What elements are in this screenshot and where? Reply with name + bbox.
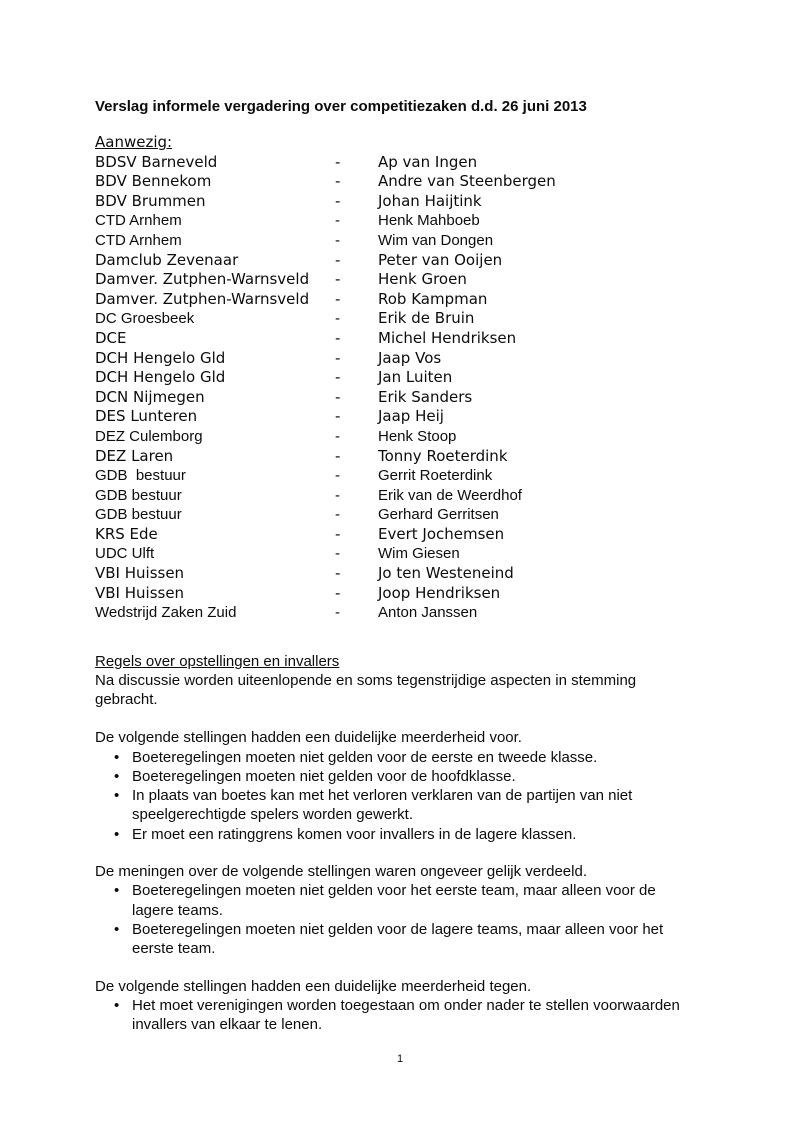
attendee-club: DCN Nijmegen [95,387,205,406]
attendee-row [95,505,687,525]
attendee-name: Anton Janssen [378,604,478,622]
attendee-club: GDB bestuur [95,486,182,504]
attendees-heading: Aanwezig: [95,133,173,151]
vote-group-tegen [95,977,687,1035]
vote-group-lead: De volgende stellingen hadden een duidelijke meerderheid voor. [95,729,522,747]
section-heading: Regels over opstellingen en invallers [95,652,340,670]
attendee-row [95,309,687,329]
attendee-club: DEZ Laren [95,446,174,465]
attendee-separator: - [335,524,341,543]
attendee-separator: - [335,250,341,269]
bullet-item [95,786,687,825]
bullet-list [95,748,687,844]
bullet-marker-icon: • [114,787,120,805]
attendee-name: Johan Haijtink [378,191,482,210]
attendee-row [95,447,687,467]
bullet-text: Het moet verenigingen worden toegestaan om onder nader te stellen voorwaarden invallers van elkaar te lenen. [132,996,680,1034]
attendee-separator: - [335,486,340,504]
attendee-row [95,290,687,310]
attendee-row [95,486,687,506]
document-title: Verslag informele vergadering over competitiezaken d.d. 26 juni 2013 [95,98,587,115]
attendee-row [95,407,687,427]
attendee-club: UDC Ulft [95,545,155,563]
attendee-club: DES Lunteren [95,407,198,426]
vote-group-voor [95,728,687,844]
bullet-text: Boeteregelingen moeten niet gelden voor het eerste team, maar alleen voor de lagere teams. [132,882,656,919]
attendee-club: KRS Ede [95,524,158,543]
attendee-row [95,368,687,388]
vote-group-lead: De volgende stellingen hadden een duidelijke meerderheid tegen. [95,977,532,995]
attendee-club: DEZ Culemborg [95,427,203,445]
attendee-club: CTD Arnhem [95,212,182,230]
bullet-marker-icon: • [114,920,120,938]
bullet-item [95,767,687,786]
attendee-row [95,466,687,486]
attendee-separator: - [335,310,340,328]
bullet-marker-icon: • [114,767,120,785]
vote-group-lead: De meningen over de volgende stellingen waren ongeveer gelijk verdeeld. [95,863,587,881]
attendee-row [95,192,687,212]
attendee-club: BDV Brummen [95,191,206,210]
attendee-row [95,544,687,564]
attendee-club: VBI Huissen [95,564,185,583]
attendee-club: DCH Hengelo Gld [95,368,226,387]
attendee-name: Joop Hendriksen [378,583,501,602]
attendee-row [95,427,687,447]
bullet-text: Boeteregelingen moeten niet gelden voor de hoofdklasse. [132,767,516,785]
bullet-item [95,825,687,844]
attendee-club: CTD Arnhem [95,231,182,249]
bullet-marker-icon: • [114,882,120,900]
attendee-row [95,329,687,349]
attendee-name: Jo ten Westeneind [378,564,514,583]
bullet-marker-icon: • [114,748,120,766]
attendee-name: Rob Kampman [378,289,488,308]
bullet-text: In plaats van boetes kan met het verloren verklaren van de partijen van niet speelgerechtigde spelers worden gewerkt. [132,787,633,824]
attendee-separator: - [335,506,340,524]
attendee-separator: - [335,289,341,308]
attendee-row [95,564,687,584]
attendee-name: Henk Groen [378,270,467,289]
attendee-row [95,211,687,231]
page-number: 1 [396,1053,404,1065]
attendee-name: Tonny Roeterdink [378,446,508,465]
attendee-name: Jaap Vos [378,348,442,367]
document-content [95,97,687,1052]
attendee-separator: - [335,212,340,230]
bullet-item [95,881,687,920]
attendee-name: Wim Giesen [378,545,460,563]
attendee-separator: - [335,545,340,563]
attendee-separator: - [335,172,341,191]
bullet-list [95,996,687,1035]
attendee-name: Jan Luiten [378,368,453,387]
bullet-marker-icon: • [114,825,120,843]
vote-group-verdeeld [95,862,687,958]
attendee-separator: - [335,467,340,485]
attendee-club: BDV Bennekom [95,172,212,191]
attendee-name: Erik Sanders [378,387,473,406]
bullet-text: Er moet een ratinggrens komen voor invallers in de lagere klassen. [132,825,577,843]
attendee-separator: - [335,368,341,387]
attendee-club: Damver. Zutphen-Warnsveld [95,270,310,289]
attendee-club: GDB bestuur [95,467,186,485]
bullet-item [95,920,687,959]
attendee-name: Wim van Dongen [378,231,494,249]
attendee-separator: - [335,328,341,347]
attendee-club: VBI Huissen [95,583,185,602]
attendee-name: Evert Jochemsen [378,524,505,543]
attendee-row [95,251,687,271]
attendee-row [95,153,687,173]
attendee-club: GDB bestuur [95,506,182,524]
attendee-row [95,603,687,623]
attendee-separator: - [335,387,341,406]
attendee-separator: - [335,427,340,445]
attendee-separator: - [335,348,341,367]
bullet-text: Boeteregelingen moeten niet gelden voor de lagere teams, maar alleen voor het eerste team. [132,920,664,958]
attendee-row [95,172,687,192]
bullet-item [95,996,687,1035]
attendee-name: Henk Mahboeb [378,212,480,230]
bullet-list [95,881,687,958]
attendee-separator: - [335,604,340,622]
attendee-separator: - [335,407,341,426]
attendee-club: DC Groesbeek [95,310,195,328]
attendee-row [95,584,687,604]
attendee-name: Jaap Heij [378,407,444,426]
attendee-separator: - [335,231,340,249]
attendee-separator: - [335,564,341,583]
attendee-name: Henk Stoop [378,427,457,445]
attendee-name: Michel Hendriksen [378,328,517,347]
attendee-separator: - [335,191,341,210]
attendee-list [95,133,687,623]
rules-section [95,652,687,1035]
attendee-row [95,270,687,290]
attendee-club: Damclub Zevenaar [95,250,239,269]
bullet-item [95,748,687,767]
attendee-separator: - [335,446,341,465]
attendee-club: DCE [95,328,127,347]
attendee-name: Erik de Bruin [378,309,475,328]
attendee-row [95,231,687,251]
attendee-row [95,349,687,369]
attendee-row [95,525,687,545]
attendee-club: Damver. Zutphen-Warnsveld [95,289,310,308]
attendee-club: BDSV Barneveld [95,152,218,171]
attendee-name: Gerrit Roeterdink [378,467,493,485]
attendee-name: Peter van Ooijen [378,250,503,269]
bullet-marker-icon: • [114,996,120,1014]
attendee-club: DCH Hengelo Gld [95,348,226,367]
attendee-separator: - [335,583,341,602]
attendee-name: Erik van de Weerdhof [378,486,522,504]
attendee-separator: - [335,270,341,289]
bullet-text: Boeteregelingen moeten niet gelden voor de eerste en tweede klasse. [132,748,598,766]
attendee-name: Andre van Steenbergen [378,172,556,191]
section-intro: Na discussie worden uiteenlopende en soms tegenstrijdige aspecten in stemming gebracht. [95,672,637,709]
attendee-separator: - [335,152,341,171]
attendee-name: Gerhard Gerritsen [378,506,499,524]
attendee-club: Wedstrijd Zaken Zuid [95,604,237,622]
attendee-name: Ap van Ingen [378,152,478,171]
attendee-row [95,388,687,408]
